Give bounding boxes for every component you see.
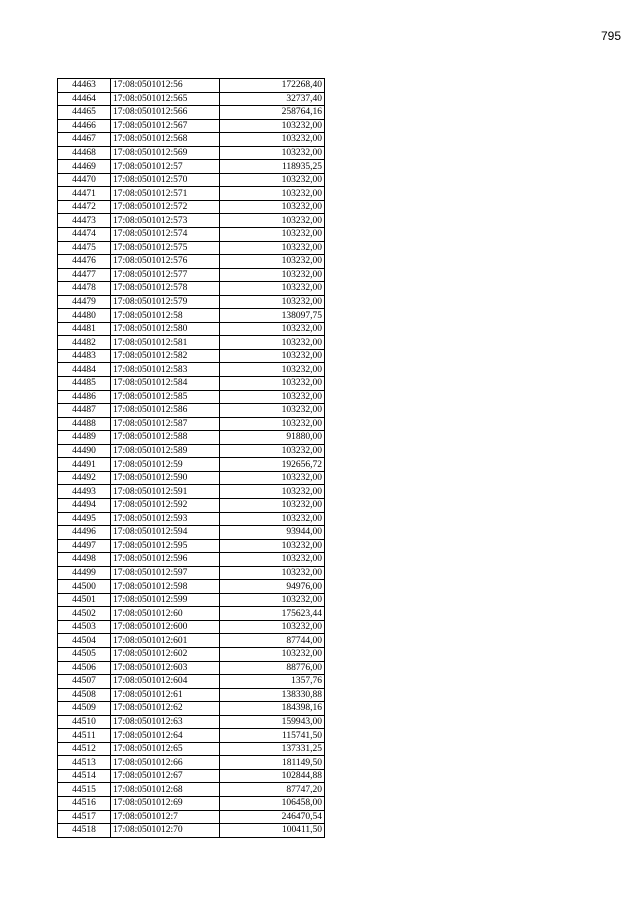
cadastral-number-cell: 17:08:0501012:599 xyxy=(111,593,220,607)
cadastral-number-cell: 17:08:0501012:574 xyxy=(111,228,220,242)
cadastral-number-cell: 17:08:0501012:66 xyxy=(111,756,220,770)
value-cell: 103232,00 xyxy=(220,241,325,255)
row-number-cell: 44515 xyxy=(58,783,111,797)
value-cell: 103232,00 xyxy=(220,349,325,363)
value-cell: 175623,44 xyxy=(220,607,325,621)
value-cell: 192656,72 xyxy=(220,458,325,472)
row-number-cell: 44505 xyxy=(58,647,111,661)
value-cell: 102844,88 xyxy=(220,769,325,783)
table-row xyxy=(58,268,325,282)
table-row xyxy=(58,729,325,743)
table-row xyxy=(58,756,325,770)
row-number-cell: 44500 xyxy=(58,580,111,594)
value-cell: 159943,00 xyxy=(220,715,325,729)
table-row xyxy=(58,363,325,377)
value-cell: 103232,00 xyxy=(220,173,325,187)
cadastral-number-cell: 17:08:0501012:590 xyxy=(111,471,220,485)
row-number-cell: 44468 xyxy=(58,146,111,160)
table-row xyxy=(58,566,325,580)
value-cell: 103232,00 xyxy=(220,512,325,526)
cadastral-number-cell: 17:08:0501012:62 xyxy=(111,702,220,716)
row-number-cell: 44514 xyxy=(58,769,111,783)
row-number-cell: 44517 xyxy=(58,810,111,824)
cadastral-number-cell: 17:08:0501012:577 xyxy=(111,268,220,282)
cadastral-number-cell: 17:08:0501012:586 xyxy=(111,404,220,418)
cadastral-number-cell: 17:08:0501012:65 xyxy=(111,742,220,756)
cadastral-number-cell: 17:08:0501012:570 xyxy=(111,173,220,187)
value-cell: 93944,00 xyxy=(220,526,325,540)
row-number-cell: 44492 xyxy=(58,471,111,485)
value-cell: 103232,00 xyxy=(220,200,325,214)
value-cell: 103232,00 xyxy=(220,553,325,567)
table-row xyxy=(58,742,325,756)
table-row xyxy=(58,214,325,228)
value-cell: 103232,00 xyxy=(220,498,325,512)
cadastral-number-cell: 17:08:0501012:565 xyxy=(111,92,220,106)
table-row xyxy=(58,228,325,242)
value-cell: 137331,25 xyxy=(220,742,325,756)
row-number-cell: 44475 xyxy=(58,241,111,255)
cadastral-number-cell: 17:08:0501012:578 xyxy=(111,282,220,296)
row-number-cell: 44499 xyxy=(58,566,111,580)
table-row xyxy=(58,553,325,567)
cadastral-number-cell: 17:08:0501012:579 xyxy=(111,295,220,309)
value-cell: 103232,00 xyxy=(220,593,325,607)
cadastral-number-cell: 17:08:0501012:604 xyxy=(111,675,220,689)
value-cell: 103232,00 xyxy=(220,295,325,309)
cadastral-number-cell: 17:08:0501012:597 xyxy=(111,566,220,580)
table-row xyxy=(58,471,325,485)
table-row xyxy=(58,349,325,363)
row-number-cell: 44464 xyxy=(58,92,111,106)
value-cell: 103232,00 xyxy=(220,282,325,296)
table-row xyxy=(58,295,325,309)
cadastral-number-cell: 17:08:0501012:595 xyxy=(111,539,220,553)
table-row xyxy=(58,620,325,634)
value-cell: 246470,54 xyxy=(220,810,325,824)
row-number-cell: 44485 xyxy=(58,377,111,391)
table-row xyxy=(58,322,325,336)
table-row xyxy=(58,160,325,174)
row-number-cell: 44496 xyxy=(58,526,111,540)
table-row xyxy=(58,173,325,187)
table-row xyxy=(58,133,325,147)
value-cell: 103232,00 xyxy=(220,363,325,377)
row-number-cell: 44481 xyxy=(58,322,111,336)
cadastral-number-cell: 17:08:0501012:56 xyxy=(111,79,220,93)
cadastral-number-cell: 17:08:0501012:567 xyxy=(111,119,220,133)
value-cell: 103232,00 xyxy=(220,404,325,418)
cadastral-number-cell: 17:08:0501012:569 xyxy=(111,146,220,160)
row-number-cell: 44513 xyxy=(58,756,111,770)
value-cell: 88776,00 xyxy=(220,661,325,675)
row-number-cell: 44494 xyxy=(58,498,111,512)
table-row xyxy=(58,783,325,797)
table-row xyxy=(58,200,325,214)
table-row xyxy=(58,593,325,607)
table-row xyxy=(58,675,325,689)
table-row xyxy=(58,539,325,553)
row-number-cell: 44493 xyxy=(58,485,111,499)
row-number-cell: 44491 xyxy=(58,458,111,472)
cadastral-number-cell: 17:08:0501012:580 xyxy=(111,322,220,336)
table-row xyxy=(58,810,325,824)
cadastral-number-cell: 17:08:0501012:596 xyxy=(111,553,220,567)
cadastral-number-cell: 17:08:0501012:592 xyxy=(111,498,220,512)
value-cell: 103232,00 xyxy=(220,377,325,391)
cadastral-number-cell: 17:08:0501012:591 xyxy=(111,485,220,499)
table-row xyxy=(58,580,325,594)
cadastral-number-cell: 17:08:0501012:69 xyxy=(111,796,220,810)
row-number-cell: 44504 xyxy=(58,634,111,648)
row-number-cell: 44501 xyxy=(58,593,111,607)
value-cell: 103232,00 xyxy=(220,620,325,634)
row-number-cell: 44483 xyxy=(58,349,111,363)
value-cell: 103232,00 xyxy=(220,133,325,147)
row-number-cell: 44479 xyxy=(58,295,111,309)
value-cell: 32737,40 xyxy=(220,92,325,106)
value-cell: 172268,40 xyxy=(220,79,325,93)
cadastral-number-cell: 17:08:0501012:587 xyxy=(111,417,220,431)
row-number-cell: 44508 xyxy=(58,688,111,702)
table-row xyxy=(58,824,325,838)
cadastral-number-cell: 17:08:0501012:598 xyxy=(111,580,220,594)
value-cell: 103232,00 xyxy=(220,539,325,553)
table-row xyxy=(58,282,325,296)
row-number-cell: 44509 xyxy=(58,702,111,716)
row-number-cell: 44506 xyxy=(58,661,111,675)
cadastral-number-cell: 17:08:0501012:60 xyxy=(111,607,220,621)
value-cell: 1357,76 xyxy=(220,675,325,689)
row-number-cell: 44477 xyxy=(58,268,111,282)
value-cell: 258764,16 xyxy=(220,106,325,120)
row-number-cell: 44512 xyxy=(58,742,111,756)
table-row xyxy=(58,485,325,499)
row-number-cell: 44489 xyxy=(58,431,111,445)
row-number-cell: 44476 xyxy=(58,255,111,269)
cadastral-number-cell: 17:08:0501012:582 xyxy=(111,349,220,363)
cadastral-number-cell: 17:08:0501012:568 xyxy=(111,133,220,147)
table-row xyxy=(58,336,325,350)
value-cell: 184398,16 xyxy=(220,702,325,716)
value-cell: 103232,00 xyxy=(220,444,325,458)
value-cell: 103232,00 xyxy=(220,255,325,269)
row-number-cell: 44467 xyxy=(58,133,111,147)
value-cell: 103232,00 xyxy=(220,268,325,282)
cadastral-number-cell: 17:08:0501012:602 xyxy=(111,647,220,661)
table-row xyxy=(58,431,325,445)
value-cell: 94976,00 xyxy=(220,580,325,594)
value-cell: 138330,88 xyxy=(220,688,325,702)
table-row xyxy=(58,647,325,661)
row-number-cell: 44465 xyxy=(58,106,111,120)
value-cell: 103232,00 xyxy=(220,647,325,661)
cadastral-number-cell: 17:08:0501012:600 xyxy=(111,620,220,634)
cadastral-number-cell: 17:08:0501012:575 xyxy=(111,241,220,255)
value-cell: 103232,00 xyxy=(220,336,325,350)
row-number-cell: 44473 xyxy=(58,214,111,228)
table-row xyxy=(58,512,325,526)
row-number-cell: 44466 xyxy=(58,119,111,133)
table-row xyxy=(58,702,325,716)
value-cell: 100411,50 xyxy=(220,824,325,838)
row-number-cell: 44469 xyxy=(58,160,111,174)
cadastral-number-cell: 17:08:0501012:571 xyxy=(111,187,220,201)
table-row xyxy=(58,458,325,472)
table-row xyxy=(58,796,325,810)
value-cell: 103232,00 xyxy=(220,566,325,580)
value-cell: 115741,50 xyxy=(220,729,325,743)
row-number-cell: 44507 xyxy=(58,675,111,689)
cadastral-number-cell: 17:08:0501012:585 xyxy=(111,390,220,404)
value-cell: 87744,00 xyxy=(220,634,325,648)
value-cell: 103232,00 xyxy=(220,471,325,485)
row-number-cell: 44511 xyxy=(58,729,111,743)
cadastral-number-cell: 17:08:0501012:566 xyxy=(111,106,220,120)
table-row xyxy=(58,187,325,201)
row-number-cell: 44487 xyxy=(58,404,111,418)
table-row xyxy=(58,526,325,540)
table-row xyxy=(58,607,325,621)
row-number-cell: 44474 xyxy=(58,228,111,242)
value-cell: 103232,00 xyxy=(220,119,325,133)
row-number-cell: 44498 xyxy=(58,553,111,567)
value-cell: 103232,00 xyxy=(220,322,325,336)
value-cell: 118935,25 xyxy=(220,160,325,174)
cadastral-number-cell: 17:08:0501012:601 xyxy=(111,634,220,648)
row-number-cell: 44471 xyxy=(58,187,111,201)
table-row xyxy=(58,309,325,323)
table-row xyxy=(58,255,325,269)
cadastral-number-cell: 17:08:0501012:603 xyxy=(111,661,220,675)
value-cell: 106458,00 xyxy=(220,796,325,810)
cadastral-number-cell: 17:08:0501012:59 xyxy=(111,458,220,472)
cadastral-number-cell: 17:08:0501012:584 xyxy=(111,377,220,391)
cadastral-number-cell: 17:08:0501012:70 xyxy=(111,824,220,838)
value-cell: 181149,50 xyxy=(220,756,325,770)
cadastral-number-cell: 17:08:0501012:57 xyxy=(111,160,220,174)
table-row xyxy=(58,390,325,404)
row-number-cell: 44497 xyxy=(58,539,111,553)
row-number-cell: 44482 xyxy=(58,336,111,350)
value-cell: 91880,00 xyxy=(220,431,325,445)
cadastral-number-cell: 17:08:0501012:593 xyxy=(111,512,220,526)
value-cell: 103232,00 xyxy=(220,485,325,499)
table-row xyxy=(58,417,325,431)
row-number-cell: 44495 xyxy=(58,512,111,526)
table-row xyxy=(58,92,325,106)
cadastral-number-cell: 17:08:0501012:573 xyxy=(111,214,220,228)
value-cell: 103232,00 xyxy=(220,228,325,242)
table-row xyxy=(58,106,325,120)
value-cell: 103232,00 xyxy=(220,146,325,160)
table-row xyxy=(58,119,325,133)
row-number-cell: 44463 xyxy=(58,79,111,93)
cadastral-value-table xyxy=(57,78,325,838)
table-row xyxy=(58,444,325,458)
value-cell: 103232,00 xyxy=(220,390,325,404)
table-row xyxy=(58,498,325,512)
page-number: 795 xyxy=(600,29,621,43)
row-number-cell: 44518 xyxy=(58,824,111,838)
row-number-cell: 44486 xyxy=(58,390,111,404)
table-row xyxy=(58,377,325,391)
cadastral-number-cell: 17:08:0501012:588 xyxy=(111,431,220,445)
table-row xyxy=(58,79,325,93)
cadastral-number-cell: 17:08:0501012:58 xyxy=(111,309,220,323)
table-row xyxy=(58,688,325,702)
table-row xyxy=(58,146,325,160)
cadastral-number-cell: 17:08:0501012:7 xyxy=(111,810,220,824)
row-number-cell: 44484 xyxy=(58,363,111,377)
value-cell: 87747,20 xyxy=(220,783,325,797)
cadastral-number-cell: 17:08:0501012:63 xyxy=(111,715,220,729)
value-cell: 103232,00 xyxy=(220,187,325,201)
cadastral-number-cell: 17:08:0501012:64 xyxy=(111,729,220,743)
value-cell: 103232,00 xyxy=(220,417,325,431)
table-row xyxy=(58,634,325,648)
cadastral-number-cell: 17:08:0501012:576 xyxy=(111,255,220,269)
table-row xyxy=(58,241,325,255)
cadastral-number-cell: 17:08:0501012:594 xyxy=(111,526,220,540)
row-number-cell: 44480 xyxy=(58,309,111,323)
cadastral-number-cell: 17:08:0501012:581 xyxy=(111,336,220,350)
table-body xyxy=(58,79,325,838)
cadastral-number-cell: 17:08:0501012:67 xyxy=(111,769,220,783)
row-number-cell: 44503 xyxy=(58,620,111,634)
cadastral-number-cell: 17:08:0501012:61 xyxy=(111,688,220,702)
cadastral-number-cell: 17:08:0501012:572 xyxy=(111,200,220,214)
cadastral-number-cell: 17:08:0501012:68 xyxy=(111,783,220,797)
row-number-cell: 44490 xyxy=(58,444,111,458)
value-cell: 138097,75 xyxy=(220,309,325,323)
row-number-cell: 44502 xyxy=(58,607,111,621)
cadastral-number-cell: 17:08:0501012:583 xyxy=(111,363,220,377)
table-row xyxy=(58,404,325,418)
row-number-cell: 44470 xyxy=(58,173,111,187)
row-number-cell: 44510 xyxy=(58,715,111,729)
row-number-cell: 44472 xyxy=(58,200,111,214)
row-number-cell: 44488 xyxy=(58,417,111,431)
table-row xyxy=(58,661,325,675)
cadastral-number-cell: 17:08:0501012:589 xyxy=(111,444,220,458)
table-row xyxy=(58,769,325,783)
row-number-cell: 44516 xyxy=(58,796,111,810)
table-row xyxy=(58,715,325,729)
row-number-cell: 44478 xyxy=(58,282,111,296)
value-cell: 103232,00 xyxy=(220,214,325,228)
